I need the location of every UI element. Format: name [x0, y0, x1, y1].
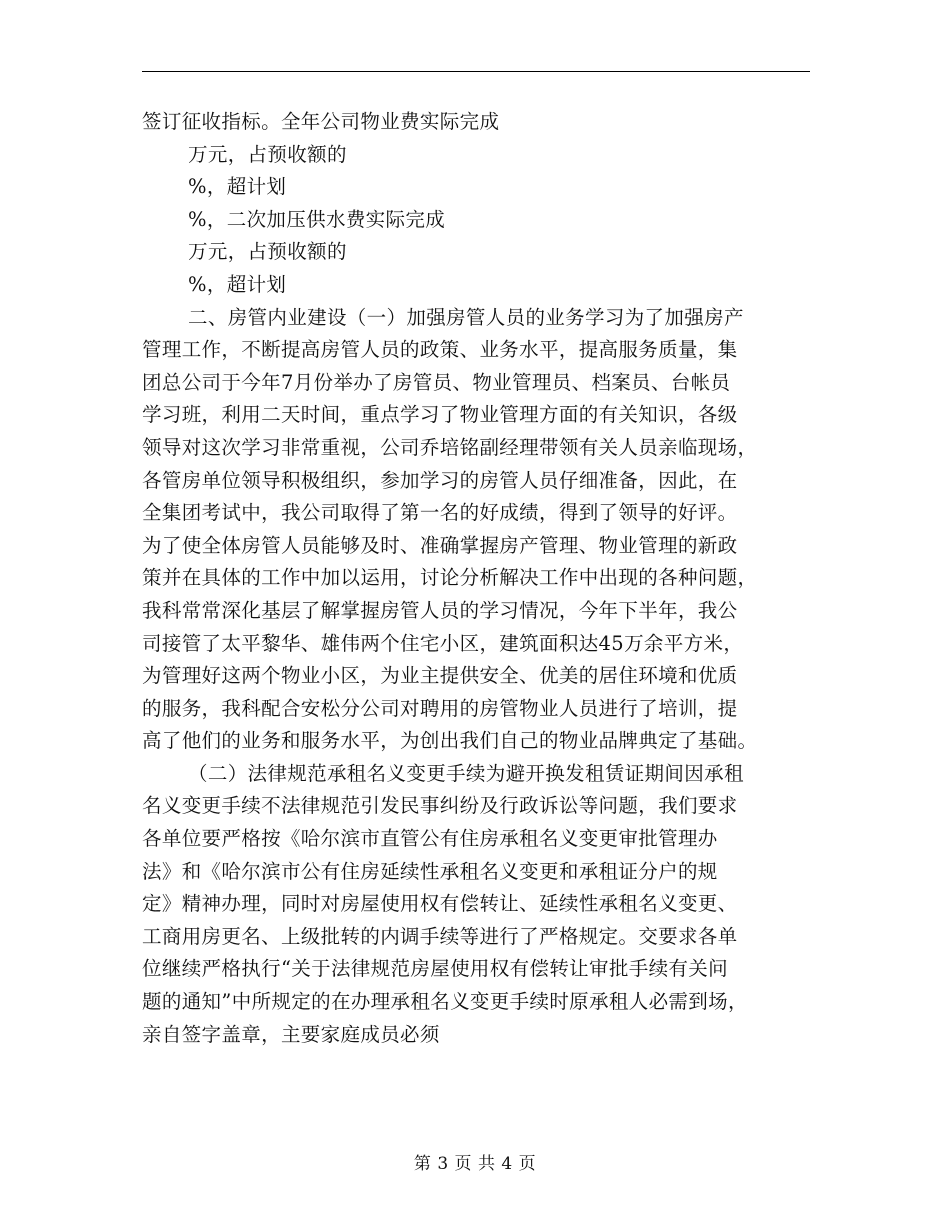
text-line: 位继续严格执行“关于法律规范房屋使用权有偿转让审批手续有关问 — [142, 957, 728, 981]
text-line: （二）法律规范承租名义变更手续为避开换发租赁证期间因承租 — [188, 761, 744, 785]
page-footer: 第 3 页 共 4 页 — [413, 1154, 537, 1174]
text-line: 亲自签字盖章，主要家庭成员必须 — [142, 1022, 440, 1046]
text-line: 高了他们的业务和服务水平，为创出我们自己的物业品牌典定了基础。 — [142, 729, 758, 753]
text-line: 题的通知”中所规定的在办理承租名义变更手续时原承租人必需到场， — [142, 990, 748, 1014]
header-rule — [142, 71, 810, 72]
text-line: 签订征收指标。全年公司物业费实际完成 — [142, 110, 500, 133]
text-line: 的服务，我科配合安松分公司对聘用的房管物业人员进行了培训，提 — [142, 696, 738, 720]
text-line: 管理工作，不断提高房管人员的政策、业务水平，提高服务质量，集 — [142, 338, 738, 362]
text-line: 名义变更手续不法律规范引发民事纠纷及行政诉讼等问题，我们要求 — [142, 794, 738, 818]
text-line: 全集团考试中，我公司取得了第一名的好成绩，得到了领导的好评。 — [142, 501, 738, 525]
text-line: 定》精神办理，同时对房屋使用权有偿转让、延续性承租名义变更、 — [142, 892, 738, 916]
text-line: 万元，占预收额的 — [188, 240, 347, 264]
text-line: 各管房单位领导积极组织，参加学习的房管人员仔细准备，因此，在 — [142, 468, 738, 492]
text-line: 为管理好这两个物业小区，为业主提供安全、优美的居住环境和优质 — [142, 664, 738, 688]
body-text — [142, 106, 812, 1051]
text-line: 万元，占预收额的 — [188, 142, 347, 166]
text-line: %，超计划 — [188, 175, 287, 199]
text-line: 司接管了太平黎华、雄伟两个住宅小区，建筑面积达45万余平方米， — [142, 631, 744, 655]
text-line: %，二次加压供水费实际完成 — [188, 207, 446, 231]
text-line: 团总公司于今年7月份举办了房管员、物业管理员、档案员、台帐员 — [142, 370, 731, 394]
text-line: 为了使全体房管人员能够及时、准确掌握房产管理、物业管理的新政 — [142, 533, 738, 557]
text-line: 领导对这次学习非常重视，公司乔培铭副经理带领有关人员亲临现场， — [142, 435, 758, 459]
text-line: 我科常常深化基层了解掌握房管人员的学习情况，今年下半年，我公 — [142, 598, 738, 622]
text-line: 各单位要严格按《哈尔滨市直管公有住房承租名义变更审批管理办 — [142, 827, 718, 851]
text-line: 策并在具体的工作中加以运用，讨论分析解决工作中出现的各种问题， — [142, 566, 758, 590]
text-line: %，超计划 — [188, 272, 287, 296]
text-line: 法》和《哈尔滨市公有住房延续性承租名义变更和承租证分户的规 — [142, 859, 718, 883]
text-line: 学习班，利用二天时间，重点学习了物业管理方面的有关知识，各级 — [142, 403, 738, 427]
text-line: 二、房管内业建设（一）加强房管人员的业务学习为了加强房产 — [188, 305, 744, 329]
text-line: 工商用房更名、上级批转的内调手续等进行了严格规定。交要求各单 — [142, 924, 738, 948]
